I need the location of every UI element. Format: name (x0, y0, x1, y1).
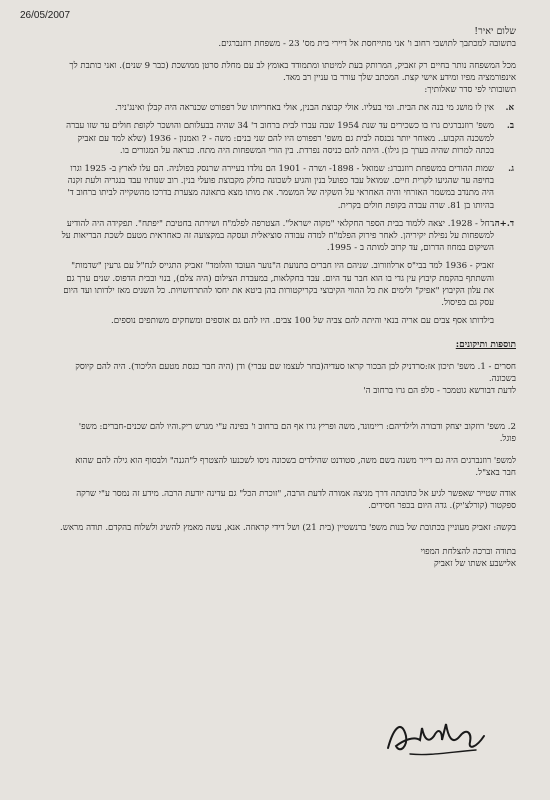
item-text: שמות ההורים במשפחת רוזנברג: שמואל - 1898- ושרה - 1901 הם נולדו בעיירה שרנסק בפולניה. הם עלו לארץ ב- 1925 וגרו בחיפה עד שהגיעו לקרית חיים. שמואל עבד כפועל בנין והגיע לשכונה כחלק מקבוצת פועלי בנין. רוב שנותיו עבד בנגריה ולעת זקנה היה מתנדב במשמר האזרחי והיה האחראי על השקיה של המשמר. את מותו מצא בתאונה מצערת בדרכו מהשקייה לביתו ברחוב ד' בהיותו בן 81. שרה עבדה בקופת חולים בקרית. (67, 164, 494, 211)
list-item (60, 102, 514, 114)
item-marker: ד.+ה. (491, 218, 514, 229)
item-text: זאביק - 1936 למד בבי"ס ארלוזורוב. שניהם היו חברים בתנועת ה"נוער העובד והלומד" זאביק התגייס לנח"ל עם גרעין "שדמות" והשתתף בהקמת קיבוץ עין גדי בו הוא חבר עד היום. עבד בחקלאות, במעבדת הצילום (היה צלם), בנוי ובבית הדפוס. שנים ערך גם את עלון הקיבוץ "אפיק" ולימים את כל ההווי הקיבוצי בקריקטורות בהן ביטא את יחסו להתרחשויות. כל השנים מאז ילדותו ועד היום עסק גם בפיסול. (63, 261, 494, 309)
item-text: בילדותו אסף צבים עם אריה בנאי והיתה להם צביה של 100 צבים. היו להם גם אוספים ומשחקים משותפים נוספים. (111, 316, 494, 327)
item-text: משפ' רוזנברגים גרו בו כשכירים עד שנת 1954 שבה עברו לבית ברחוב ד' 34 שהיה בבעלותם והושכר לקופת חולים עד שזו עברה למשכנה הקבוע.. מאוחר יותר נכנסה לבית גם משפ' רפפורט היו להם שני בנים: משה - ? ואמנון - 1936 (שלא למד עם זאביק בכתה למרות שהיה בערך בן גילו). היתה להם כניסה נפרדת. בין הורי המשפחות היה מתח. כנראה על המגורים בו. (66, 121, 494, 156)
item-text: אין לו מושג מי בנה את הבית. ומי בעליו. אולי קבוצת הבנין, אולי באחריותו של רפפורט שכנראה היה קבלן ואינג'ניר. (114, 103, 494, 114)
letter-date: 26/05/2007 (20, 10, 71, 21)
item-marker: ג. (508, 164, 514, 175)
family-paragraph: מכל המשפחה נותר בחיים רק זאביק, המרותק בעת למיטתו ומתמודד באומץ לב עם מחלת סרטן ממושכת (כבר 9 שנים). ואני כותבת לך אינפורמציה מפיו ומידע אישי קצת. המכתב שלך עורר בו עניין רב מאד. (69, 60, 516, 83)
closing-line-1: בתודה וברכה להצלחת המפוי (420, 546, 516, 557)
addendum-4: אודה שטייר שאפשר לגיע אל כתובתה דרך מגיצה אמורה לדעת הרבה, "זוכרת הכל" גם עדינה יודעת הרבה. מידע זה נמסר ע"י שרקה ספקטור (קורלצ'יק). גדה היום בכפר חסידים. (76, 489, 516, 512)
answers-intro: תשובותי לפי סדר שאלותיך: (424, 85, 516, 96)
intro-paragraph: בתשובה למכתבך לתושבי רחוב ו' אני מתייחסת אל דיירי בית מס' 23 - משפחת רוזנברגים. (218, 39, 516, 50)
list-item (60, 260, 494, 309)
item-marker: ב. (506, 121, 514, 132)
addenda-title: תוספות ותיקונים: (455, 340, 516, 351)
addendum-1: חסרים - 1. משפ' תיכון אז:סרדניק לבן הבכור קראו סעדיה(בחר לעצמו שם עברי) ודן (היה חבר כנסת מטעם הליכוד). היה להם קיוסק בשכונה. (75, 361, 516, 384)
item-marker: א. (505, 103, 514, 114)
request-paragraph: בקשה: זאביק מעוניין בכתובת של בנות משפ' ברנשטיין (בית 21) ושל דידי קראוזה. אנא, עשה מאמץ להשיג ולשלוח בהקדם. תודה מראש. (60, 522, 516, 533)
item-text: רחל - 1928. יצאה ללמוד בבית הספר החקלאי "מקוה ישראל". הצטרפה לפלמ"ח ושירתה בחטיבת "יפתח". תפקידה היה להודיע למשפחות על נפילת יקיריהן. לאחר פירוק הפלמ"ח למדה עבודה סוציאלית ועסקה במקצועה זה כאחראית מטעם לשכת הבריאות על השיקום במחוז הדרום, עד קרוב למותה ב - 1995. (61, 218, 494, 254)
list-item (60, 120, 514, 157)
handwritten-signature-icon (380, 706, 490, 766)
greeting: שלום יאיר! (474, 26, 516, 38)
list-item (60, 163, 514, 212)
closing-line-2: אלישבע אשתו של זאביק (433, 558, 516, 569)
addendum-2: 2. משפ' רוזקוב יצחק ודבורה ולילדיהם: ריימונד, משה ופריץ גרו אף הם ברחוב ו' בפינה ע"י מגרש ריק.והיו להם שכנים-חברים: משפ' פוגל. (78, 422, 516, 445)
list-item (60, 218, 514, 255)
signoff (60, 546, 516, 570)
addendum-3: למשפ' רוזנברגים היה גם דייר משנה בשם משה, סטודנט שהילדים בשכונה ניסו לשכנעו להצטרף ל"הגנה" ולבסוף הוא גילה להם שהוא חבר באצ"ל. (75, 455, 516, 478)
addendum-1-note: לדעת דבורשא גוטמכר - סלפ הם גרו ברחוב ה' (363, 386, 516, 397)
list-item (60, 315, 494, 327)
answers-list (60, 102, 516, 327)
